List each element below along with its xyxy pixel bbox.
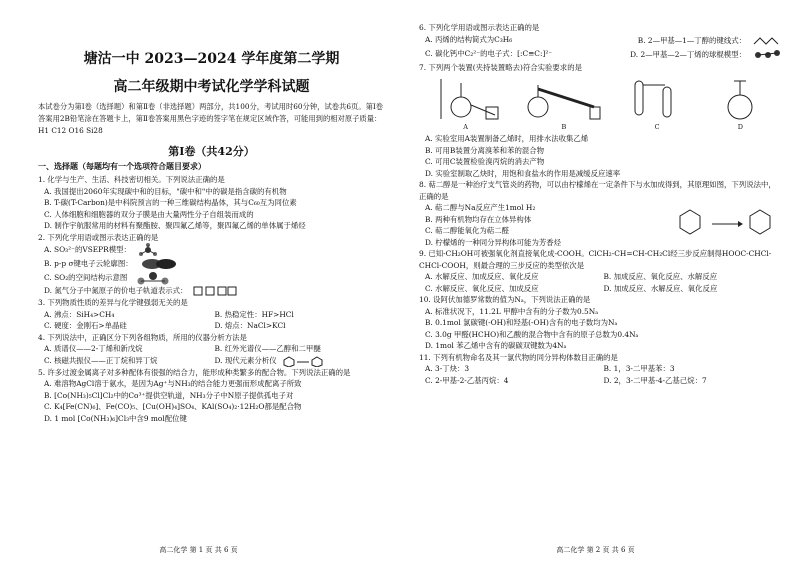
q1-option-a: A. 我国提出2060年实现碳中和的目标，"碳中和"中的碳是指含碳的有机物	[44, 186, 287, 196]
q2-option-a: A. SO₃²⁻的VSEPR模型：	[44, 245, 131, 255]
q1-option-d: D. 制作宇航服常用的材料有聚酯胺、聚四氟乙烯等，聚四氟乙烯的单体属于烯烃	[44, 221, 306, 230]
question-4: 4. 下列说法中，正确区分下列各组物质，所用的仪器分析方法是	[38, 332, 247, 342]
q9-option-b: B. 加成反应、氧化反应、水解反应	[603, 272, 718, 281]
question-11: 11. 下列有机物命名及其一氯代物的同分异构体数目正确的是	[419, 352, 618, 362]
q8-option-d: D. 柠檬烯的一种同分异构体可能为芳香烃	[425, 237, 562, 247]
q6-options-row1	[419, 34, 782, 48]
apparatus-d	[710, 77, 770, 131]
q2-option-c-row	[38, 271, 385, 285]
q5-option-d: D. 1 mol [Co(NH₃)₆]Cl₃中含9 mol配位键	[44, 413, 187, 423]
q7-option-b: B. 可用B装置分离溴苯和苯的混合物	[425, 145, 545, 155]
q3-option-d: D. 熔点：NaCl>KCl	[214, 321, 286, 330]
q6-option-b: B. 2—甲基—1—丁醇的键线式：	[637, 35, 746, 45]
apparatus-b	[524, 77, 604, 131]
apparatus-a	[431, 77, 501, 131]
question-8: 8. 萜二醇是一种治疗支气管炎的药物，可以由柠檬烯在一定条件下与水加成得到，其原理如图，下列说法中，正确的是	[419, 180, 776, 201]
q6-option-d: D. 2—甲基—2—丁烯的球棍模型：	[630, 49, 746, 59]
q2-option-b-row	[38, 257, 385, 271]
q3-option-c: C. 硬度：金刚石>单晶硅	[44, 321, 127, 330]
q4-option-d: D. 现代元素分析仪	[214, 355, 277, 365]
q2-option-c: C. SO₂的空间结构示意图	[44, 273, 128, 283]
q9-option-c: C. 水解反应、氧化反应、加成反应	[425, 283, 539, 293]
reaction-scheme-icon	[672, 202, 782, 248]
q5-option-c: C. K₄[Fe(CN)₆]、Fe(CO)₅、[Cu(OH)₄]SO₄、KAl(SO₄)₂·12H₂O都是配合物	[44, 402, 302, 411]
page-2	[397, 0, 794, 561]
apparatus-c-label: C	[654, 123, 660, 131]
q6-option-c: C. 碳化钙中C₂²⁻的电子式：[:C≡C:]²⁻	[425, 48, 553, 58]
distillation-apparatus-icon	[524, 77, 604, 121]
question-7: 7. 下列两个装置(夹持装置略去)符合实验要求的是	[419, 62, 582, 72]
q5-option-a: A. 难溶物AgCl溶于氨水，是因为Ag⁺与NH₃的结合能力更强而形成配离子所致	[44, 379, 302, 388]
q11-option-b: B. 1，3-二甲基苯：3	[603, 364, 675, 373]
molecule-structures-icon	[283, 355, 333, 367]
question-1: 1. 化学与生产、生活、科技密切相关。下列说法正确的是	[38, 175, 225, 184]
q1-option-b: B. T-碳(T-Carbon)是中科院预言的一种三维碳结构晶体，其与C₆₀互为同位素	[44, 198, 297, 207]
q4-option-b: B. 红外光谱仪——乙醇和二甲醚	[214, 344, 321, 353]
q11-option-a: A. 3-丁炔：3	[425, 364, 470, 373]
q6-options-row2	[419, 48, 782, 62]
q4-option-c: C. 核磁共振仪——正丁烷和异丁烷	[44, 355, 158, 365]
q6-option-d-row	[630, 48, 782, 62]
volume-title: 第Ⅰ卷（共42分）	[168, 145, 255, 158]
question-6: 6. 下列化学用语或图示表达正确的是	[419, 23, 540, 32]
q11-options-row2	[419, 375, 782, 387]
apparatus-c	[627, 77, 687, 131]
exam-title-line1: 塘沽一中 2023—2024 学年度第二学期	[83, 51, 340, 67]
q5-option-b: B. [Co(NH₃)₅Cl]Cl₂中的Co³⁺提供空轨道，NH₃分子中N原子提供孤电子对	[44, 390, 294, 400]
flask-apparatus-icon	[431, 77, 501, 121]
q8-option-a: A. 萜二醇与Na反应产生1mol H₂	[425, 203, 536, 212]
question-10: 10. 设阿伏加德罗常数的值为Nₐ，下列说法正确的是	[419, 295, 591, 304]
q3-options-row2	[38, 320, 385, 332]
question-3: 3. 下列物质性质的差异与化学键强弱无关的是	[38, 298, 188, 307]
q3-option-b: B. 热稳定性：HF>HCl	[214, 309, 294, 319]
so2-structure-icon	[133, 271, 173, 285]
exam-instructions: 本试卷分为第Ⅰ卷（选择题）和第Ⅱ卷（非选择题）两部分，共100分，考试用时60分钟，试卷共6页。第Ⅰ卷答案用2B铅笔涂在答题卡上，第Ⅱ卷答案用黑色字迹的签字笔在规定区域作答，可能用到的相对原子质量：H1 C12 O16 Si28	[38, 102, 384, 135]
apparatus-b-label: B	[561, 123, 567, 131]
q2-option-d: D. 氮气分子中氮原子的价电子轨道表示式：	[44, 286, 188, 296]
q3-option-a: A. 沸点：SiH₄>CH₄	[44, 309, 115, 319]
q4-option-a: A. 质谱仪——2-丁烯和新戊烷	[44, 344, 143, 353]
vsepr-model-icon	[137, 243, 159, 257]
ball-stick-model-icon	[752, 48, 782, 62]
question-2: 2. 下列化学用语或图示表达正确的是	[38, 232, 159, 242]
test-tube-apparatus-icon	[627, 77, 687, 121]
q4-options-row1	[38, 343, 385, 355]
q2-option-d-row	[38, 285, 385, 297]
q3-options-row1	[38, 309, 385, 321]
gas-generator-icon	[710, 77, 770, 121]
q11-options-row1	[419, 363, 782, 375]
exam-title-line2: 高二年级期中考试化学学科试题	[113, 79, 310, 95]
q8-block	[419, 202, 782, 248]
q7-option-a: A. 实验室用A装置制备乙烯时，用排水法收集乙烯	[425, 134, 589, 143]
question-5: 5. 许多过渡金属离子对多种配体有很强的结合力，能形成种类繁多的配合物。下列说法正确的是	[38, 367, 351, 377]
electron-cloud-icon	[139, 257, 179, 271]
q7-option-c: C. 可用C装置检验溴丙烷的消去产物	[425, 157, 545, 166]
q6-option-a: A. 丙烯的结构简式为C₃H₆	[425, 34, 513, 44]
q10-option-b: B. 0.1mol 氯碳键(-OH)和羟基(-OH)含有的电子数均为Nₐ	[425, 318, 618, 327]
q10-option-d: D. 1mol 苯乙烯中含有的碳碳双键数为4Nₐ	[425, 341, 567, 350]
section-title: 一、选择题（每题均有一个选项符合题目要求）	[38, 161, 206, 171]
q7-option-d: D. 实验室制取乙炔时，用饱和食盐水的作用是减缓反应速率	[425, 168, 621, 178]
skeletal-formula-icon	[752, 34, 782, 48]
page-1-footer: 高二化学 第 1 页 共 6 页	[159, 546, 238, 554]
apparatus-d-label: D	[737, 123, 743, 131]
q8-option-b: B. 两种有机物均存在立体异构体	[425, 214, 532, 224]
q4-options-row2	[38, 355, 385, 367]
q11-option-d: D. 2，3-二甲基-4-乙基己烷：7	[603, 375, 707, 385]
page-2-footer: 高二化学 第 2 页 共 6 页	[556, 546, 635, 554]
question-9: 9. 已知-CH₂OH可被强氧化剂直接氧化成-COOH。ClCH₂-CH=CH-CH₂Cl经三步反应制得HOOC-CHCl-CHCl-COOH，则最合理的三步反应的类型依次是	[419, 249, 772, 270]
q8-option-c: C. 萜二醇能氧化为萜二醛	[425, 226, 509, 235]
q11-option-c: C. 2-甲基-2-乙基丙烷：4	[425, 375, 509, 385]
q9-option-a: A. 水解反应、加成反应、氧化反应	[425, 272, 539, 281]
orbital-diagram-icon	[193, 285, 239, 297]
q6-option-b-row	[638, 34, 782, 48]
q9-options-row2	[419, 283, 782, 295]
lab-apparatus-figure	[419, 75, 782, 131]
q9-option-d: D. 加成反应、水解反应、氧化反应	[603, 283, 718, 293]
apparatus-a-label: A	[463, 123, 468, 131]
q10-option-a: A. 标准状况下，11.2L 甲醇中含有的分子数为0.5Nₐ	[425, 306, 599, 316]
q4-option-d-row	[215, 355, 386, 367]
q1-option-c: C. 人体细胞和细胞器的双分子膜是由大量两性分子自组装而成的	[44, 209, 254, 219]
q2-option-b: B. p-p σ键电子云轮廓图：	[44, 259, 133, 269]
q2-option-a-row	[38, 243, 385, 257]
q10-option-c: C. 3.0g 甲醛(HCHO)和乙酸的混合物中含有的原子总数为0.4Nₐ	[425, 329, 639, 339]
q9-options-row1	[419, 271, 782, 283]
